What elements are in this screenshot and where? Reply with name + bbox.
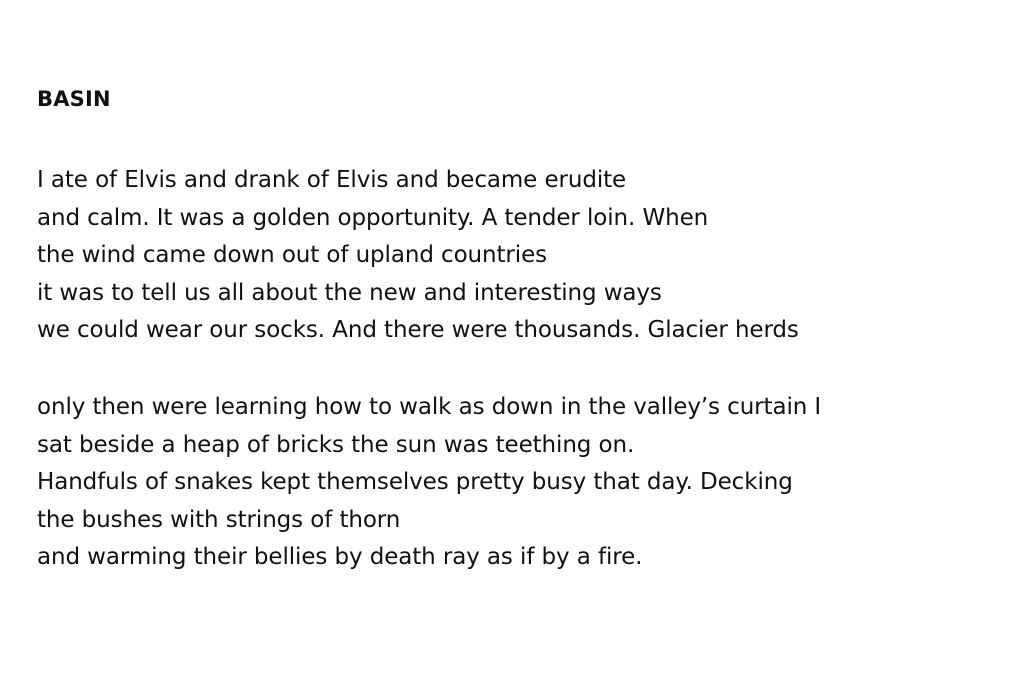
title-spacer: [37, 116, 1012, 162]
poem-line: and warming their bellies by death ray as if by a fire.: [37, 544, 643, 571]
poem-line: the bushes with strings of thorn: [37, 506, 401, 533]
poem-line: I ate of Elvis and drank of Elvis and became erudite: [37, 167, 627, 193]
poem-title: BASIN: [37, 87, 111, 111]
poem-line: Handfuls of snakes kept themselves pretty busy that day. Decking: [37, 469, 793, 496]
poem-line: sat beside a heap of bricks the sun was teething on.: [37, 431, 635, 458]
poem-line: we could wear our socks. And there were thousands. Glacier herds: [37, 317, 799, 344]
poem-line: it was to tell us all about the new and interesting ways: [37, 279, 662, 306]
poem-line: only then were learning how to walk as down in the valley’s curtain I: [37, 393, 822, 420]
poem-line: and calm. It was a golden opportunity. A tender loin. When: [37, 204, 709, 231]
poem: [37, 82, 1012, 577]
stanza-1: [37, 162, 1012, 350]
stanza-2: [37, 389, 1012, 577]
poem-line: the wind came down out of upland countries: [37, 242, 547, 269]
